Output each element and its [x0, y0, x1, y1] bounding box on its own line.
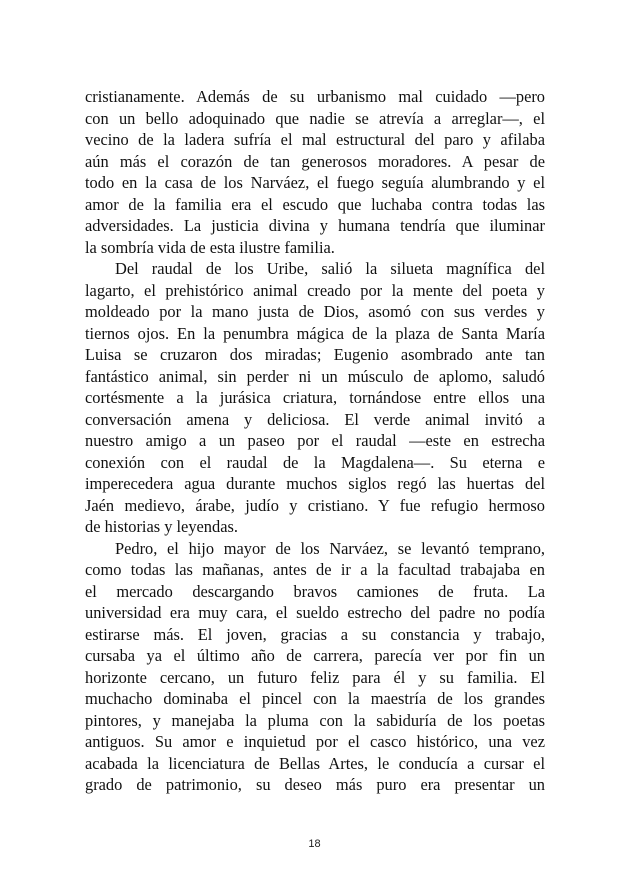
text-line: conversación amena y deliciosa. El verde animal invitó a: [85, 409, 545, 429]
text-line: aún más el corazón de tan generosos moradores. A pesar de: [85, 151, 545, 171]
text-line: cortésmente a la jurásica criatura, tornándose entre ellos una: [85, 388, 545, 407]
text-line: Del raudal de los Uribe, salió la silueta magnífica del: [115, 259, 545, 278]
page-number: 18: [308, 838, 321, 850]
text-line: de historias y leyendas.: [85, 517, 238, 536]
text-line: Luisa se cruzaron dos miradas; Eugenio asombrado ante tan: [85, 345, 545, 364]
text-line: todo en la casa de los Narváez, el fuego seguía alumbrando y el: [85, 173, 545, 192]
text-line: el mercado descargando bravos camiones de fruta. La: [85, 581, 545, 601]
text-line: universidad era muy cara, el sueldo estrecho del padre no podía: [85, 603, 545, 622]
text-line: cursaba ya el último año de carrera, parecía ver por fin un: [85, 646, 545, 665]
text-line: conexión con el raudal de la Magdalena—. Su eterna e: [85, 452, 545, 472]
body-text: [85, 86, 545, 796]
text-line: Pedro, el hijo mayor de los Narváez, se levantó temprano,: [115, 538, 545, 558]
text-line: grado de patrimonio, su deseo más puro era presentar un: [85, 775, 545, 794]
text-line: pintores, y manejaba la pluma con la sabiduría de los poetas: [85, 710, 545, 730]
text-line: acabada la licenciatura de Bellas Artes, le conducía a cursar el: [85, 753, 545, 773]
text-line: moldeado por la mano justa de Dios, asomó con sus verdes y: [85, 302, 545, 321]
text-line: estirarse más. El joven, gracias a su constancia y trabajo,: [85, 624, 545, 644]
text-line: vecino de la ladera sufría el mal estructural del paro y afilaba: [85, 130, 545, 149]
text-line: con un bello adoquinado que nadie se atrevía a arreglar—, el: [85, 108, 545, 128]
text-line: cristianamente. Además de su urbanismo mal cuidado —pero: [85, 87, 545, 106]
text-line: tiernos ojos. En la penumbra mágica de la plaza de Santa María: [85, 323, 545, 343]
text-line: como todas las mañanas, antes de ir a la facultad trabajaba en: [85, 560, 545, 579]
text-line: antiguos. Su amor e inquietud por el casco histórico, una vez: [85, 732, 545, 751]
text-line: la sombría vida de esta ilustre familia.: [85, 237, 335, 257]
text-line: muchacho dominaba el pincel con la maestría de los grandes: [85, 689, 545, 708]
text-line: amor de la familia era el escudo que luchaba contra todas las: [85, 194, 545, 214]
text-line: nuestro amigo a un paseo por el raudal —este en estrecha: [85, 431, 545, 450]
text-line: adversidades. La justicia divina y humana tendría que iluminar: [85, 216, 545, 235]
text-line: lagarto, el prehistórico animal creado por la mente del poeta y: [85, 280, 545, 300]
text-line: fantástico animal, sin perder ni un músculo de aplomo, saludó: [85, 366, 545, 386]
text-line: horizonte cercano, un futuro feliz para él y su familia. El: [85, 667, 545, 687]
text-line: imperecedera agua durante muchos siglos regó las huertas del: [85, 474, 545, 493]
text-line: Jaén medievo, árabe, judío y cristiano. Y fue refugio hermoso: [85, 495, 545, 515]
